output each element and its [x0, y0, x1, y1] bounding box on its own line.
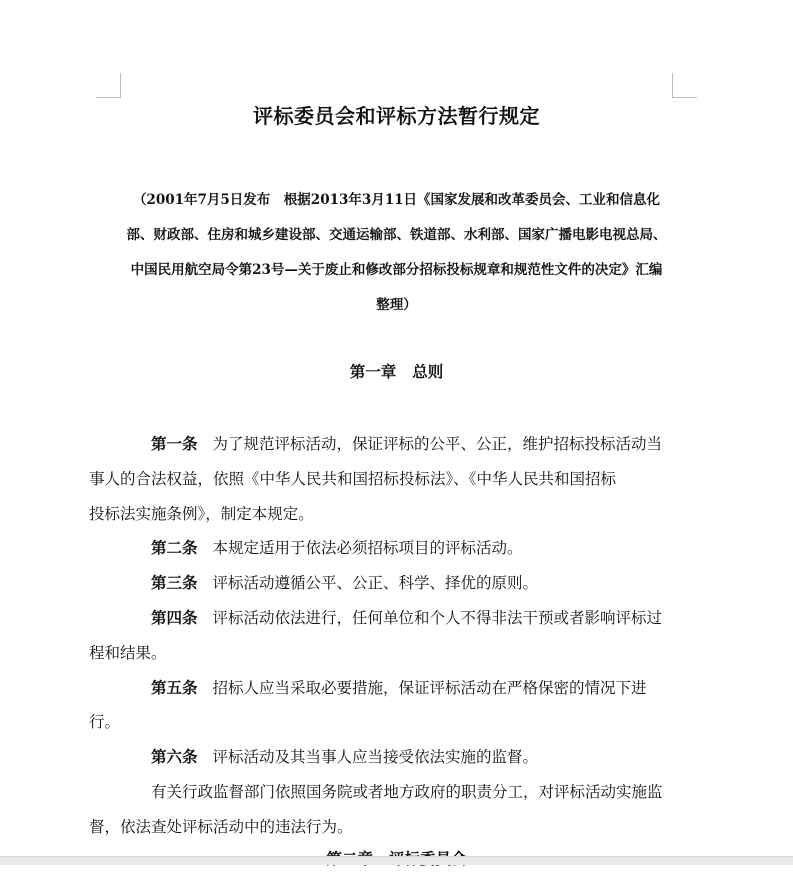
subtitle-line: 部、财政部、住房和城乡建设部、交通运输部、铁道部、水利部、国家广播电影电视总局、	[126, 227, 667, 243]
article-label: 第五条	[151, 677, 198, 697]
subtitle-line: 整理）	[376, 297, 417, 313]
article-text: 为了规范评标活动，保证评标的公平、公正，维护招标投标活动当	[212, 435, 663, 453]
article-text: 招标人应当采取必要措施，保证评标活动在严格保密的情况下进	[212, 678, 647, 697]
paragraph-text: 督，依法查处评标活动中的违法行为。	[89, 817, 353, 836]
article-label: 第六条	[151, 747, 198, 767]
article-text: 评标活动遵循公平、公正、科学、择优的原则。	[212, 574, 539, 593]
document-title: 评标委员会和评标方法暂行规定	[253, 104, 540, 128]
article-label: 第二条	[151, 538, 198, 558]
article-label: 第一条	[151, 434, 198, 453]
article-label: 第三条	[151, 573, 198, 593]
article-text: 程和结果。	[89, 643, 167, 662]
chapter-number: 第一章	[349, 362, 397, 381]
chapter-name: 总则	[412, 362, 444, 381]
article-text: 行。	[89, 713, 121, 732]
article-text: 评标活动及其当事人应当接受依法实施的监督。	[212, 748, 539, 767]
document-body	[89, 427, 673, 845]
article-paragraph	[89, 671, 673, 741]
paragraph-text: 有关行政监督部门依照国务院或者地方政府的职责分工，对评标活动实施监	[151, 782, 663, 801]
article-paragraph	[120, 531, 673, 566]
document-subtitle	[120, 183, 673, 323]
article-text: 事人的合法权益，依照《中华人民共和国招标投标法》、《中华人民共和国招标	[89, 469, 617, 488]
top-left-crop-mark	[96, 73, 121, 98]
article-text: 本规定适用于依法必须招标项目的评标活动。	[212, 539, 523, 558]
article-label: 第四条	[151, 607, 198, 627]
article-paragraph	[120, 740, 673, 775]
chapter-heading	[120, 357, 673, 387]
article-paragraph	[89, 427, 673, 531]
subtitle-line: （2001年7月5日发布 根据2013年3月11日《国家发展和改革委员会、工业和信息化	[132, 192, 661, 208]
article-paragraph	[89, 601, 673, 671]
top-right-crop-mark	[672, 73, 697, 98]
article-text: 投标法实施条例》，制定本规定。	[89, 504, 314, 523]
article-text: 评标活动依法进行，任何单位和个人不得非法干预或者影响评标过	[212, 608, 663, 627]
subtitle-line: 中国民用航空局令第23号—关于废止和修改部分招标投标规章和规范性文件的决定》汇编	[130, 262, 663, 278]
plain-paragraph	[89, 775, 673, 845]
article-paragraph	[120, 566, 673, 601]
